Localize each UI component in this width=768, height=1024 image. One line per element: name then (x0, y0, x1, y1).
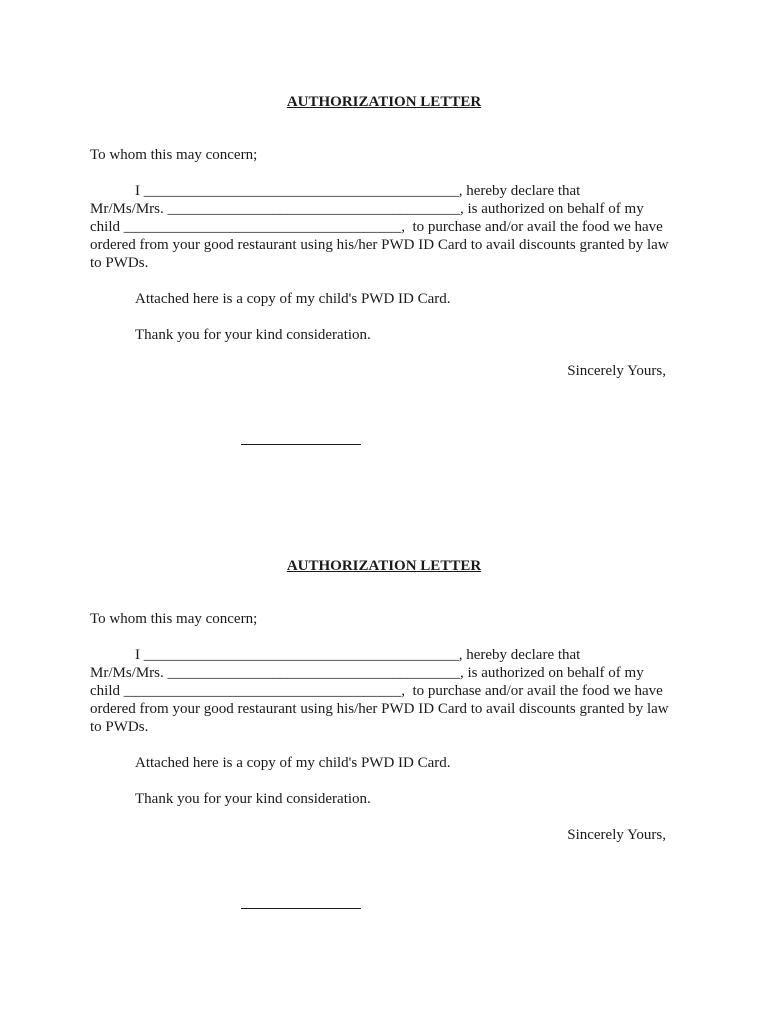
letter-body (90, 182, 680, 272)
thanks-note: Thank you for your kind consideration. (135, 791, 371, 807)
letter-body (90, 646, 680, 736)
salutation: To whom this may concern; (90, 147, 258, 163)
signature-line (241, 908, 361, 909)
body-line: child _____________________________________, to purchase and/or avail the food we have (90, 683, 663, 699)
body-line: ordered from your good restaurant using his/her PWD ID Card to avail discounts granted by law (90, 701, 669, 717)
body-line: Mr/Ms/Mrs. _______________________________________, is authorized on behalf of my (90, 665, 644, 681)
closing: Sincerely Yours, (567, 827, 666, 843)
closing: Sincerely Yours, (567, 363, 666, 379)
salutation: To whom this may concern; (90, 611, 258, 627)
body-line: to PWDs. (90, 255, 149, 271)
signature-line (241, 444, 361, 445)
body-line: ordered from your good restaurant using his/her PWD ID Card to avail discounts granted by law (90, 237, 669, 253)
body-line: child _____________________________________, to purchase and/or avail the food we have (90, 219, 663, 235)
authorization-letter-2 (90, 557, 680, 844)
body-line: I __________________________________________, hereby declare that (135, 183, 581, 199)
authorization-letter-1 (90, 93, 680, 380)
letter-title: AUTHORIZATION LETTER (286, 94, 482, 110)
attached-note: Attached here is a copy of my child's PWD ID Card. (135, 291, 451, 307)
body-line: to PWDs. (90, 719, 149, 735)
thanks-note: Thank you for your kind consideration. (135, 327, 371, 343)
attached-note: Attached here is a copy of my child's PWD ID Card. (135, 755, 451, 771)
body-line: I __________________________________________, hereby declare that (135, 647, 581, 663)
body-line: Mr/Ms/Mrs. _______________________________________, is authorized on behalf of my (90, 201, 644, 217)
letter-title: AUTHORIZATION LETTER (286, 558, 482, 574)
